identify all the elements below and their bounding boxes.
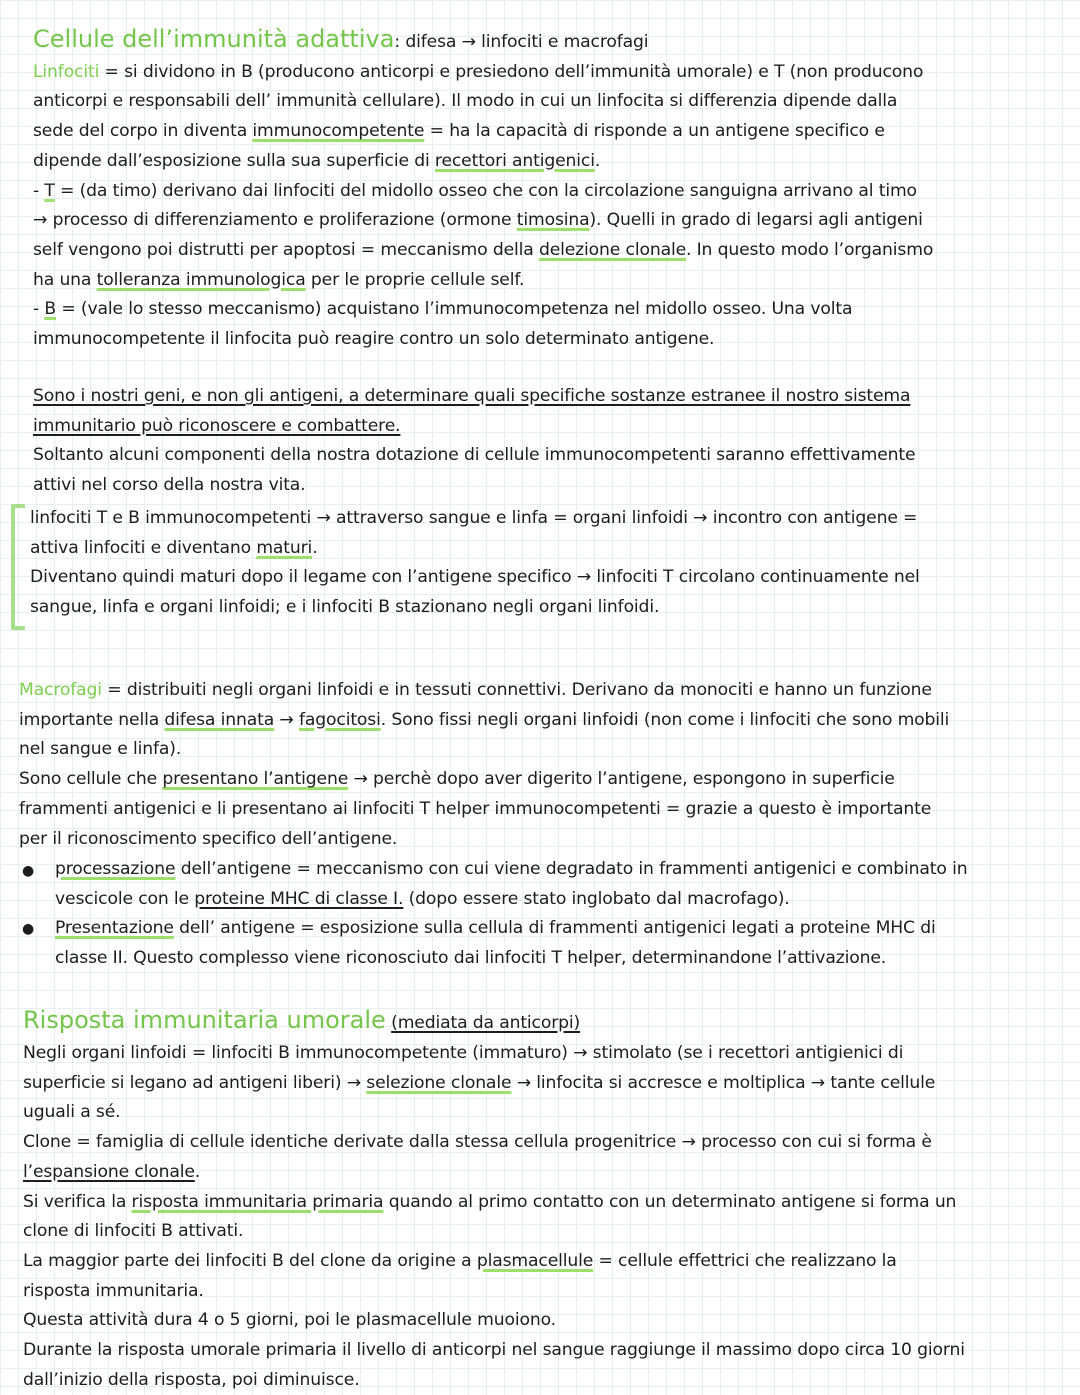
- text: = (vale lo stesso meccanismo) acquistano l’immunocompetenza nel midollo osseo. Una volta: [56, 299, 853, 320]
- text: La maggior parte dei linfociti B del clone da origine a: [23, 1250, 477, 1271]
- underlined-term: proteine MHC di classe I.: [194, 888, 404, 909]
- text-line: attivi nel corso della nostra vita.: [33, 475, 306, 496]
- text-line: clone di linfociti B attivati.: [23, 1221, 244, 1242]
- text: sede del corpo in diventa: [33, 121, 253, 142]
- text: (dopo essere stato inglobato dal macrofago).: [403, 888, 790, 909]
- highlight-term: processazione: [55, 859, 176, 879]
- text-line: risposta immunitaria.: [23, 1280, 204, 1301]
- highlight-term: Presentazione: [55, 918, 174, 939]
- text: → linfocita si accresce e moltiplica → tante cellule: [511, 1072, 936, 1093]
- section-subtitle: (mediata da anticorpi): [391, 1013, 581, 1033]
- text: vescicole con le: [55, 888, 195, 909]
- text: -: [33, 180, 45, 201]
- text: importante nella: [19, 709, 165, 730]
- highlight-term: fagocitosi: [299, 709, 381, 730]
- text: self vengono poi distrutti per apoptosi = meccanismo della: [33, 239, 539, 260]
- list-item-cont: [55, 885, 967, 915]
- text: = cellule effettrici che realizzano la: [593, 1250, 897, 1271]
- underlined-term: l’espansione clonale: [23, 1161, 195, 1182]
- highlight-term: tolleranza immunologica: [96, 269, 306, 290]
- text: -: [33, 299, 45, 320]
- text: ha una: [33, 269, 97, 290]
- text: Sono cellule che: [19, 769, 163, 790]
- text-line: sangue, linfa e organi linfoidi; e i linfociti B stazionano negli organi linfoidi.: [30, 597, 660, 618]
- highlight-term: maturi: [256, 537, 313, 558]
- highlight-term: selezione clonale: [366, 1072, 512, 1093]
- text: = si dividono in B (producono anticorpi e presiedono dell’immunità umorale) e T (non producono: [99, 61, 924, 82]
- text-line: [33, 177, 933, 207]
- text-line: Questa attività dura 4 o 5 giorni, poi le plasmacellule muoiono.: [23, 1310, 556, 1331]
- highlight-term: timosina: [516, 210, 590, 231]
- text-line: dall’inizio della risposta, poi diminuisce.: [23, 1369, 360, 1390]
- text: .: [594, 150, 601, 171]
- highlight-term: T: [44, 180, 55, 201]
- text-line: Soltanto alcuni componenti della nostra dotazione di cellule immunocompetenti saranno effettivamente: [33, 445, 916, 466]
- section-heading: [33, 25, 933, 58]
- text: .: [194, 1161, 201, 1182]
- text-line: per il riconoscimento specifico dell’antigene.: [19, 828, 398, 849]
- bullet-dot: ●: [22, 863, 35, 879]
- text-line: [33, 206, 933, 236]
- list-item: [55, 914, 967, 944]
- list-item: [55, 855, 967, 885]
- text: → perchè dopo aver digerito l’antigene, espongono in superficie: [348, 769, 895, 790]
- text-line: [19, 676, 949, 706]
- text: per le proprie cellule self.: [305, 269, 525, 290]
- text-line: [23, 1069, 965, 1099]
- text: .: [312, 537, 318, 558]
- text: superficie si legano ad antigeni liberi) →: [23, 1072, 367, 1093]
- text-line: [33, 117, 933, 147]
- text: ). Quelli in grado di legarsi agli antigeni: [589, 210, 923, 231]
- text: quando al primo contatto con un determinato antigene si forma un: [383, 1191, 957, 1212]
- text-line: Clone = famiglia di cellule identiche derivate dalla stessa cellula progenitrice → processo con cui si forma è: [23, 1132, 932, 1153]
- text-line: [33, 266, 933, 296]
- text-line: Sono i nostri geni, e non gli antigeni, a determinare quali specifiche sostanze estranee il nostro sistema: [33, 386, 911, 406]
- heading-intro: : difesa → linfociti e macrofagi: [394, 32, 649, 52]
- highlight-term: recettori antigenici: [434, 150, 595, 171]
- section-adaptive-cells: [33, 25, 933, 355]
- section-humoral-response: [23, 1005, 965, 1395]
- text-line: linfociti T e B immunocompetenti → attraverso sangue e linfa = organi linfoidi → incontro con antigene =: [30, 508, 918, 528]
- text-line: [19, 765, 949, 795]
- text: = ha la capacità di risponde a un antigene specifico e: [424, 121, 885, 142]
- section-title: Risposta immunitaria umorale: [23, 1006, 386, 1034]
- section-heading: [23, 1005, 965, 1039]
- text-line: [19, 706, 949, 736]
- text-line: [33, 236, 933, 266]
- text-line: [23, 1188, 965, 1218]
- highlight-term: plasmacellule: [476, 1250, 594, 1271]
- text: → processo di differenziamento e proliferazione (ormone: [33, 210, 517, 231]
- highlight-term: difesa innata: [164, 709, 275, 730]
- term-linfociti: Linfociti: [33, 61, 100, 82]
- text-line: [33, 147, 933, 177]
- text: Si verifica la: [23, 1191, 132, 1212]
- text: = (da timo) derivano dai linfociti del midollo osseo che con la circolazione sanguigna arrivano al timo: [54, 180, 917, 201]
- text-line: frammenti antigenici e li presentano ai linfociti T helper immunocompetenti = grazie a questo è importante: [19, 798, 932, 819]
- bullet-dot: ●: [22, 921, 35, 937]
- text-line: immunocompetente il linfocita può reagire contro un solo determinato antigene.: [33, 329, 715, 350]
- section-genes: [33, 382, 915, 501]
- section-title: Cellule dell’immunità adattiva: [33, 25, 395, 53]
- text-line: nel sangue e linfa).: [19, 739, 182, 760]
- text-line: immunitario può riconoscere e combattere.: [33, 415, 401, 436]
- text: dipende dall’esposizione sulla sua superficie di: [33, 150, 435, 171]
- text: →: [274, 709, 299, 730]
- text-line: Diventano quindi maturi dopo il legame con l’antigene specifico → linfociti T circolano continuamente nel: [30, 567, 920, 588]
- text: attiva linfociti e diventano: [30, 537, 257, 558]
- text-line: Negli organi linfoidi = linfociti B immunocompetente (immaturo) → stimolato (se i recettori antigienici di: [23, 1043, 904, 1063]
- bracketed-note: [30, 504, 920, 623]
- highlight-term: risposta immunitaria primaria: [131, 1191, 384, 1212]
- highlight-term: delezione clonale: [538, 239, 686, 260]
- text: dell’antigene = meccanismo con cui viene degradato in frammenti antigenici e combinato in: [175, 859, 968, 879]
- bullet-list: [55, 855, 967, 974]
- highlight-term: presentano l’antigene: [162, 769, 349, 790]
- text-line: [23, 1158, 965, 1188]
- text-line: [33, 295, 933, 325]
- term-macrofagi: Macrofagi: [19, 680, 102, 700]
- text: dell’ antigene = esposizione sulla cellula di frammenti antigenici legati a proteine MHC di: [173, 918, 936, 939]
- text-line: anticorpi e responsabili dell’ immunità cellulare). Il modo in cui un linfocita si differenzia dipende dalla: [33, 91, 898, 112]
- text-line: uguali a sé.: [23, 1102, 121, 1123]
- highlight-term: B: [44, 299, 57, 320]
- text: = distribuiti negli organi linfoidi e in tessuti connettivi. Derivano da monociti e hanno un funzione: [101, 680, 932, 700]
- section-macrofagi: [19, 676, 949, 854]
- text-line: Durante la risposta umorale primaria il livello di anticorpi nel sangue raggiunge il massimo dopo circa 10 giorni: [23, 1340, 965, 1361]
- text: . In questo modo l’organismo: [686, 239, 934, 260]
- text-line: [33, 58, 933, 88]
- text-line: [30, 534, 920, 564]
- highlight-term: immunocompetente: [252, 121, 425, 142]
- bracket-mark: [11, 504, 25, 630]
- text: . Sono fissi negli organi linfoidi (non come i linfociti che sono mobili: [380, 709, 950, 730]
- text-line: [23, 1247, 965, 1277]
- list-item-cont: classe II. Questo complesso viene riconosciuto dai linfociti T helper, determinandone l’attivazione.: [55, 948, 887, 969]
